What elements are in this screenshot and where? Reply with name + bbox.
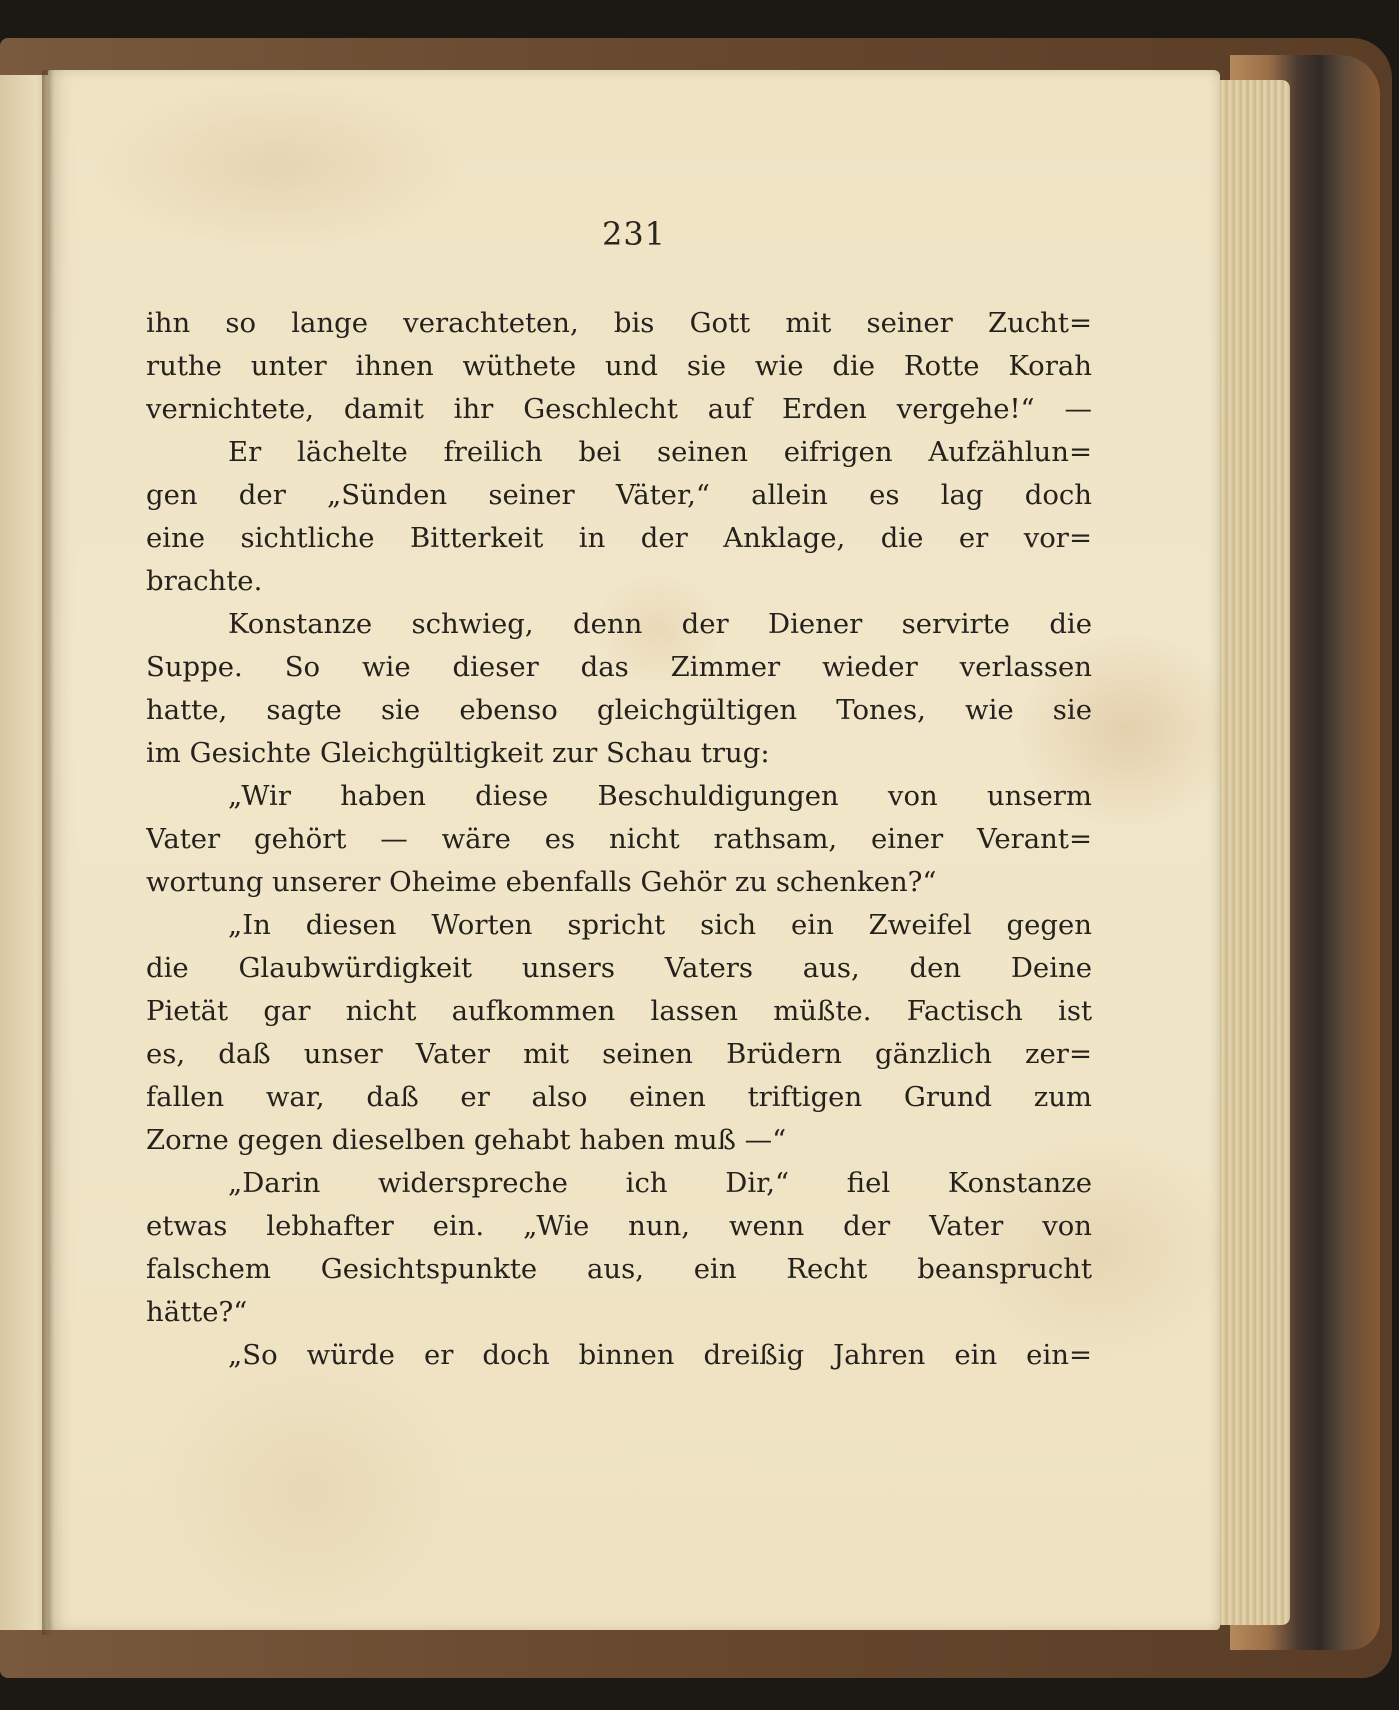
text-line: Suppe. So wie dieser das Zimmer wieder verlassen [146,651,1092,683]
text-line: vernichtete, damit ihr Geschlecht auf Erden vergehe!“ — [146,393,1092,425]
text-line: „So würde er doch binnen dreißig Jahren ein ein= [228,1339,1092,1371]
text-line: die Glaubwürdigkeit unsers Vaters aus, den Deine [146,952,1092,984]
book-page [48,70,1220,1630]
text-line: „Darin widerspreche ich Dir,“ fiel Konstanze [228,1167,1092,1199]
text-line: etwas lebhafter ein. „Wie nun, wenn der Vater von [146,1210,1092,1242]
text-line: falschem Gesichtspunkte aus, ein Recht beansprucht [146,1253,1092,1285]
book-gutter-shadow [42,70,54,1635]
text-line: im Gesichte Gleichgültigkeit zur Schau trug: [146,737,770,769]
text-line: ruthe unter ihnen wüthete und sie wie die Rotte Korah [146,350,1092,382]
text-line: gen der „Sünden seiner Väter,“ allein es lag doch [146,479,1092,511]
text-line: Konstanze schwieg, denn der Diener servirte die [228,608,1092,640]
text-line: wortung unserer Oheime ebenfalls Gehör zu schenken?“ [146,866,937,898]
text-line: Zorne gegen dieselben gehabt haben muß —“ [146,1124,787,1156]
text-line: hatte, sagte sie ebenso gleichgültigen Tones, wie sie [146,694,1092,726]
page-number: 231 [601,215,667,253]
text-line: „Wir haben diese Beschuldigungen von unserm [228,780,1092,812]
text-line: hätte?“ [146,1296,248,1328]
text-line: brachte. [146,565,263,597]
text-line: Vater gehört — wäre es nicht rathsam, einer Verant= [146,823,1092,855]
page-text-block [146,302,1092,1377]
text-line: „In diesen Worten spricht sich ein Zweifel gegen [228,909,1092,941]
text-line: es, daß unser Vater mit seinen Brüdern gänzlich zer= [146,1038,1092,1070]
text-line: eine sichtliche Bitterkeit in der Anklage, die er vor= [146,522,1092,554]
text-line: Er lächelte freilich bei seinen eifrigen Aufzählun= [228,436,1092,468]
text-line: fallen war, daß er also einen triftigen Grund zum [146,1081,1092,1113]
text-line: ihn so lange verachteten, bis Gott mit seiner Zucht= [146,307,1092,339]
text-line: Pietät gar nicht aufkommen lassen müßte. Factisch ist [146,995,1092,1027]
